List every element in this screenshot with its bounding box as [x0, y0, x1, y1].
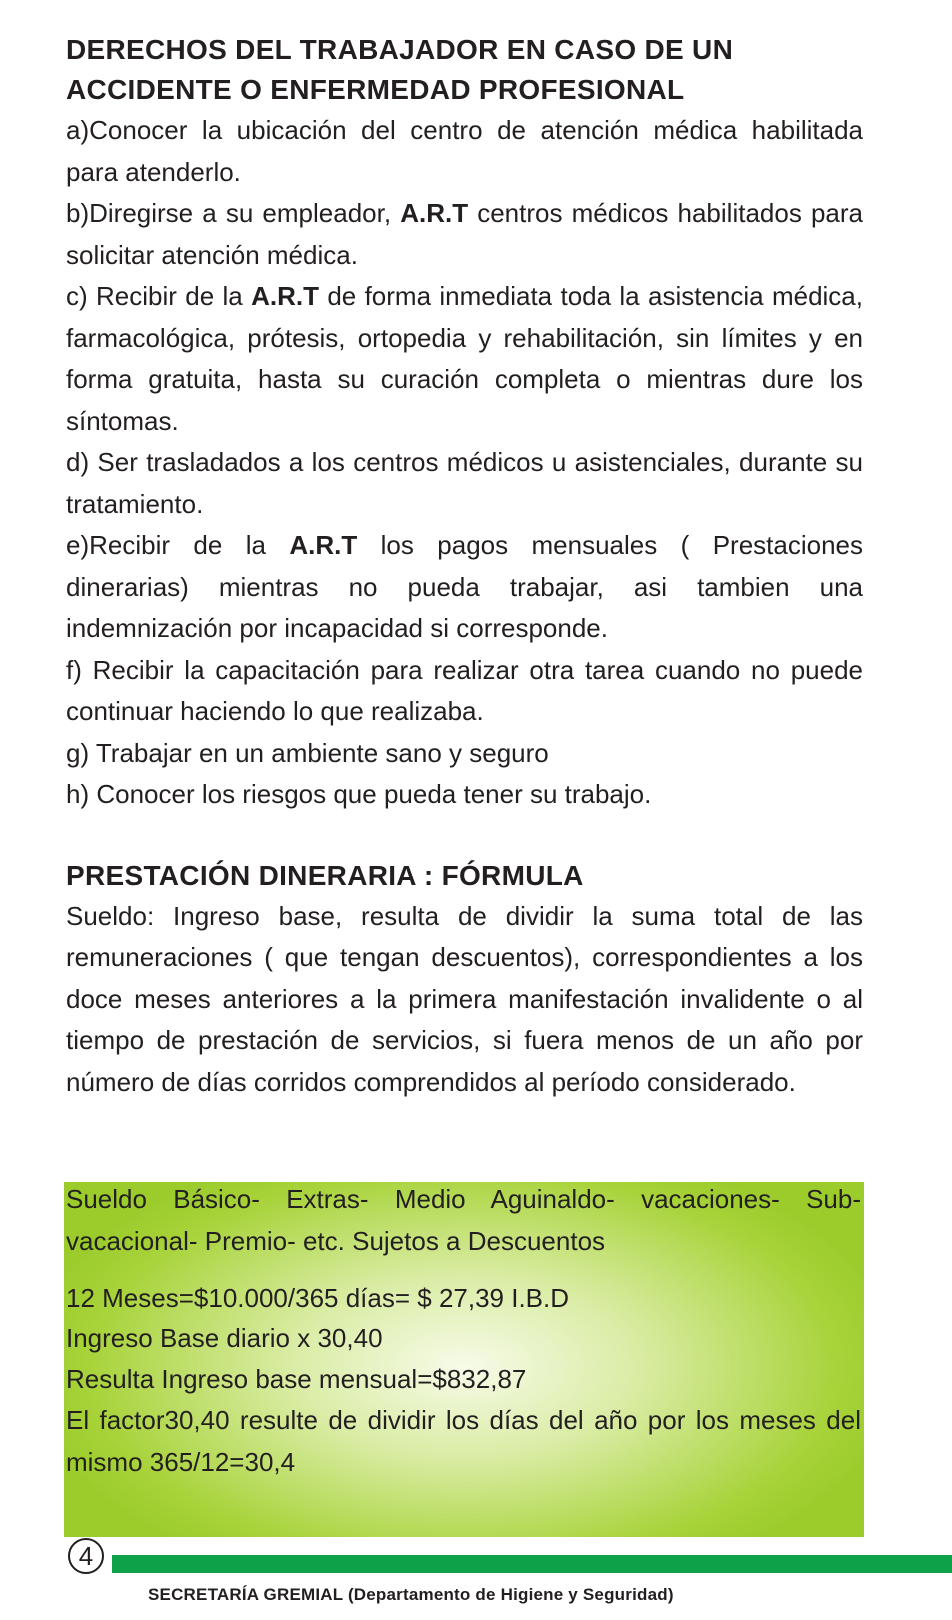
- footer-green-bar: [112, 1555, 952, 1573]
- formula-factor-explanation: El factor30,40 resulte de dividir los días del año por los meses del mismo 365/12=30,4: [66, 1405, 861, 1477]
- spacer: [66, 816, 863, 856]
- right-g: g) Trabajar en un ambiente sano y seguro: [66, 737, 549, 768]
- prestacion-heading: PRESTACIÓN DINERARIA : FÓRMULA: [66, 859, 584, 891]
- formula-box: [64, 1182, 864, 1537]
- formula-daily-factor: Ingreso Base diario x 30,40: [66, 1323, 383, 1353]
- right-a: a)Conocer la ubicación del centro de atención médica habilitada para atenderlo.: [66, 115, 863, 187]
- right-f: f) Recibir la capacitación para realizar otra tarea cuando no puede continuar haciendo lo que realizaba.: [66, 654, 863, 726]
- formula-monthly-result: Resulta Ingreso base mensual=$832,87: [66, 1364, 527, 1394]
- formula-daily-calc: 12 Meses=$10.000/365 días= $ 27,39 I.B.D: [66, 1283, 570, 1313]
- prestacion-text: Sueldo: Ingreso base, resulta de dividir la suma total de las remuneraciones ( que tengan descuentos), correspondientes a los doce meses anteriores a la primera manifestación invalidente o al tiempo de prestación de servicios, si fuera menos de un año por número de días corridos comprendidos al período considerado.: [66, 900, 863, 1097]
- main-content: [66, 30, 863, 1103]
- rights-heading-line1: DERECHOS DEL TRABAJADOR EN CASO DE UN: [66, 34, 734, 65]
- page-number: 4: [68, 1538, 104, 1574]
- right-b: b)Diregirse a su empleador, A.R.T centros médicos habilitados para solicitar atención médica.: [66, 198, 863, 270]
- rights-heading-line2: ACCIDENTE O ENFERMEDAD PROFESIONAL: [66, 74, 685, 105]
- right-e: e)Recibir de la A.R.T los pagos mensuales ( Prestaciones dinerarias) mientras no pueda trabajar, asi tambien una indemnización por incapacidad si corresponde.: [66, 530, 864, 643]
- right-c: c) Recibir de la A.R.T de forma inmediata toda la asistencia médica, farmacológica, prótesis, ortopedia y rehabilitación, sin límites y en forma gratuita, hasta su curación completa o mientras dure los síntomas.: [66, 281, 863, 436]
- formula-concepts: Sueldo Básico- Extras- Medio Aguinaldo- vacaciones- Sub-vacacional- Premio- etc. Sujetos a Descuentos: [66, 1184, 861, 1256]
- footer-text: SECRETARÍA GREMIAL (Departamento de Higiene y Seguridad): [148, 1585, 674, 1604]
- right-d: d) Ser trasladados a los centros médicos u asistenciales, durante su tratamiento.: [66, 447, 863, 519]
- right-h: h) Conocer los riesgos que pueda tener su trabajo.: [66, 779, 652, 809]
